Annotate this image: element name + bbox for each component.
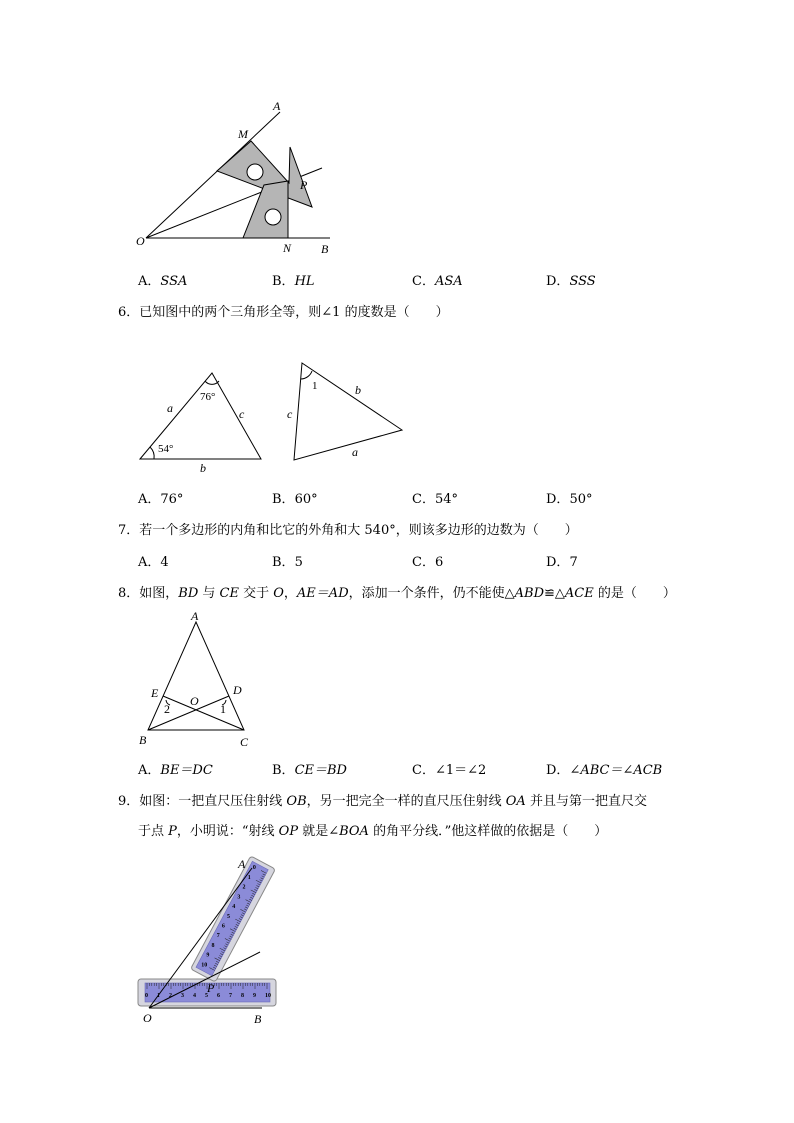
ruler-number: 3 (181, 993, 184, 999)
option-key: B． (272, 763, 295, 778)
stem-var: CE (219, 586, 239, 601)
option-value: BE＝DC (160, 763, 213, 778)
option-key: D． (546, 763, 570, 778)
stem-var: O (273, 586, 284, 601)
label-O: O (190, 694, 199, 708)
label-a-right: a (352, 445, 358, 459)
option-value: SSS (569, 274, 596, 289)
option-value: 76° (160, 492, 184, 507)
ruler-number: 7 (229, 993, 232, 999)
label-c-right: c (287, 407, 293, 421)
ruler-number: 4 (193, 993, 196, 999)
option-value: 7 (569, 555, 578, 570)
option-value: ∠ABC＝∠ACB (569, 763, 663, 778)
stem-text: 就是∠ (298, 824, 340, 839)
label-2: 2 (164, 702, 170, 716)
option-key: D． (546, 492, 570, 507)
ruler-number: 6 (217, 993, 220, 999)
stem-text: 与 (198, 586, 220, 601)
stem-var: BOA (339, 824, 369, 839)
ruler-number: 2 (242, 884, 246, 891)
option-key: D． (546, 555, 570, 570)
ruler-number: 0 (145, 993, 148, 999)
label-b-right: b (355, 383, 361, 397)
option-value: 60° (294, 492, 318, 507)
label-N: N (283, 241, 292, 255)
ruler-number: 5 (227, 913, 231, 920)
label-D: D (233, 683, 242, 697)
label-B: B (139, 733, 147, 747)
ruler-number: 1 (247, 874, 251, 881)
ruler-number: 7 (216, 933, 220, 940)
option-value: ASA (434, 274, 463, 289)
ruler-number: 6 (221, 923, 225, 930)
stem-var: OA (505, 794, 526, 809)
ruler-number: 3 (237, 894, 241, 901)
ruler-number: 5 (205, 993, 208, 999)
label-P: P (207, 981, 215, 995)
option-key: C． (412, 492, 435, 507)
option-value: 5 (294, 555, 303, 570)
ruler-tilted (191, 856, 276, 982)
option-key: A． (138, 555, 161, 570)
label-C: C (240, 735, 249, 749)
stem-text: 于点 (138, 824, 169, 839)
label-76: 76° (200, 391, 216, 403)
stem-text: ，另一把完全一样的直尺压住射线 (306, 794, 506, 809)
label-a-left: a (167, 401, 173, 415)
option-key: B． (272, 492, 295, 507)
stem-text: 交于 (238, 586, 274, 601)
option-key: D． (546, 274, 570, 289)
option-value: SSA (160, 274, 188, 289)
stem-var: OP (278, 824, 299, 839)
option-key: A． (138, 492, 161, 507)
ruler-number: 8 (211, 942, 215, 949)
stem-text: ，小明说：“射线 (176, 824, 279, 839)
label-B: B (321, 242, 329, 256)
ruler-number: 1 (157, 993, 160, 999)
option-value: 50° (569, 492, 593, 507)
ruler-number: 0 (252, 865, 256, 872)
label-M: M (238, 127, 248, 141)
option-key: B． (272, 274, 295, 289)
stem-text: ≌△ (544, 586, 565, 601)
option-key: A． (138, 274, 161, 289)
ruler-number: 10 (201, 962, 208, 969)
option-key: B． (272, 555, 295, 570)
label-A: A (238, 857, 246, 871)
option-value: ∠1＝∠2 (434, 763, 487, 778)
label-O: O (136, 234, 145, 248)
stem-var: P (168, 824, 177, 839)
stem-var: AE＝AD (296, 586, 349, 601)
stem-text: 9．如图：一把直尺压住射线 (118, 794, 287, 809)
stem-text: 8．如图， (118, 586, 179, 601)
stem-var: ACE (564, 586, 594, 601)
label-c-left: c (239, 407, 245, 421)
stem-var: ABD (514, 586, 544, 601)
label-1: 1 (312, 380, 318, 392)
stem-text: 的角平分线．”他这样做的依据是（ ） (368, 824, 608, 839)
label-A: A (191, 609, 199, 623)
option-value: 6 (434, 555, 444, 570)
option-value: HL (294, 274, 315, 289)
q7-stem: 7．若一个多边形的内角和比它的外角和大 540°，则该多边形的边数为（ ） (118, 523, 578, 538)
label-1: 1 (220, 702, 226, 716)
ruler-number: 10 (265, 993, 271, 999)
label-b-left: b (200, 461, 206, 475)
label-P: P (300, 178, 308, 192)
ruler-number: 8 (241, 993, 244, 999)
option-key: C． (412, 274, 435, 289)
label-A: A (273, 99, 281, 113)
stem-var: OB (286, 794, 307, 809)
stem-var: BD (178, 586, 199, 601)
label-E: E (151, 686, 159, 700)
option-key: A． (138, 763, 161, 778)
ruler-number: 2 (169, 993, 172, 999)
stem-text: ， (283, 586, 297, 601)
label-54: 54° (158, 443, 174, 455)
stem-text: 并且与第一把直尺交 (525, 794, 647, 809)
ruler-number: 4 (232, 904, 236, 911)
stem-text: 的是（ ） (593, 586, 676, 601)
ruler-number: 9 (253, 993, 256, 999)
option-key: C． (412, 763, 435, 778)
option-key: C． (412, 555, 435, 570)
option-value: CE＝BD (294, 763, 347, 778)
stem-text: ，添加一个条件，仍不能使△ (348, 586, 515, 601)
label-O: O (143, 1011, 152, 1025)
label-B: B (254, 1012, 262, 1026)
q6-stem: 6．已知图中的两个三角形全等，则∠1 的度数是（ ） (118, 305, 449, 320)
option-value: 54° (434, 492, 458, 507)
option-value: 4 (160, 555, 169, 570)
ruler-number: 9 (206, 952, 210, 959)
